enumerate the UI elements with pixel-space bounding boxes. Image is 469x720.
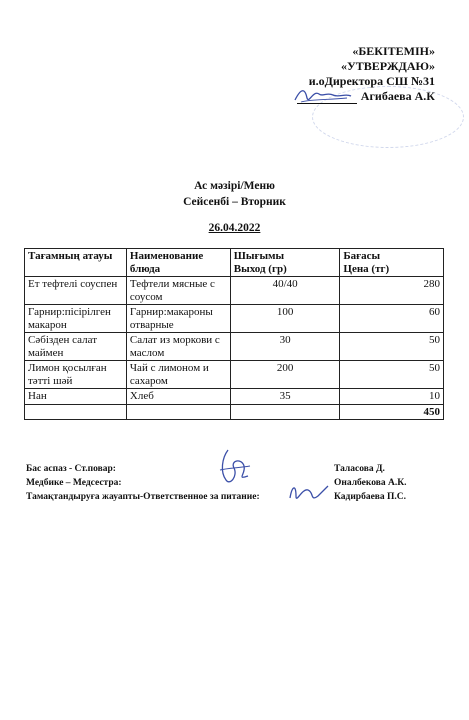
dish-kz: Гарнир:пісірілген макарон <box>25 305 127 333</box>
header-label: Цена (тг) <box>343 262 390 275</box>
header-label: Шығымы <box>233 250 285 262</box>
header-yield <box>230 249 340 277</box>
approval-block <box>297 44 435 108</box>
table-header-row <box>25 249 444 277</box>
table-row <box>25 333 444 361</box>
total-price: 450 <box>340 404 444 420</box>
header-kz-name <box>25 249 127 277</box>
approval-signature-line <box>297 89 435 104</box>
dish-ru: Гарнир:макароны отварные <box>126 305 230 333</box>
dish-kz: Сәбізден салат маймен <box>25 333 127 361</box>
dish-price: 280 <box>340 277 444 305</box>
dish-kz: Нан <box>25 389 127 405</box>
dish-yield: 30 <box>230 333 340 361</box>
dish-price: 50 <box>340 333 444 361</box>
dish-price: 10 <box>340 389 444 405</box>
header-label: Наименование <box>129 250 204 262</box>
header-label: Бағасы <box>343 250 381 262</box>
menu-date: 26.04.2022 <box>208 222 261 234</box>
footer-roles <box>26 462 260 504</box>
dish-yield: 40/40 <box>230 277 340 305</box>
signature-blank <box>297 92 357 104</box>
empty-cell <box>126 404 230 420</box>
name-nurse: Оналбекова А.К. <box>334 478 407 488</box>
table-total-row <box>25 404 444 420</box>
dish-yield: 35 <box>230 389 340 405</box>
menu-title: Ас мәзірі/Меню <box>194 180 275 192</box>
name-responsible: Кадирбаева П.С. <box>334 492 407 502</box>
dish-price: 50 <box>340 361 444 389</box>
approval-line-ru: «УТВЕРЖДАЮ» <box>340 59 435 73</box>
dish-kz: Лимон қосылған тәтті шәй <box>25 361 127 389</box>
dish-ru: Тефтели мясные с соусом <box>126 277 230 305</box>
approval-position: и.oДиректора СШ №31 <box>308 74 435 88</box>
menu-table <box>24 248 444 420</box>
header-label: блюда <box>129 262 161 275</box>
role-chef: Бас аспаз - Ст.повар: <box>26 464 116 474</box>
header-price <box>340 249 444 277</box>
header-ru-name <box>126 249 230 277</box>
role-responsible: Тамақтандыруға жауапты-Ответственное за питание: <box>26 492 260 502</box>
dish-yield: 200 <box>230 361 340 389</box>
table-row <box>25 305 444 333</box>
dish-price: 60 <box>340 305 444 333</box>
approval-line-kz: «БЕКІТЕМІН» <box>352 44 435 58</box>
dish-yield: 100 <box>230 305 340 333</box>
dish-ru: Салат из моркови с маслом <box>126 333 230 361</box>
dish-ru: Хлеб <box>126 389 230 405</box>
approval-signer-name: Агибаева А.К <box>360 89 435 103</box>
header-label: Выход (гр) <box>233 262 287 275</box>
table-row <box>25 389 444 405</box>
header-label: Тағамның атауы <box>28 250 113 262</box>
table-row <box>25 277 444 305</box>
footer-names <box>334 462 406 504</box>
empty-cell <box>25 404 127 420</box>
responsible-signature <box>286 478 330 508</box>
dish-kz: Ет тефтелі соуспен <box>25 277 127 305</box>
name-chef: Таласова Д. <box>334 464 385 474</box>
table-row <box>25 361 444 389</box>
role-nurse: Медбике – Медсестра: <box>26 478 122 488</box>
empty-cell <box>230 404 340 420</box>
dish-ru: Чай с лимоном и сахаром <box>126 361 230 389</box>
menu-day: Сейсенбі – Вторник <box>183 196 286 208</box>
